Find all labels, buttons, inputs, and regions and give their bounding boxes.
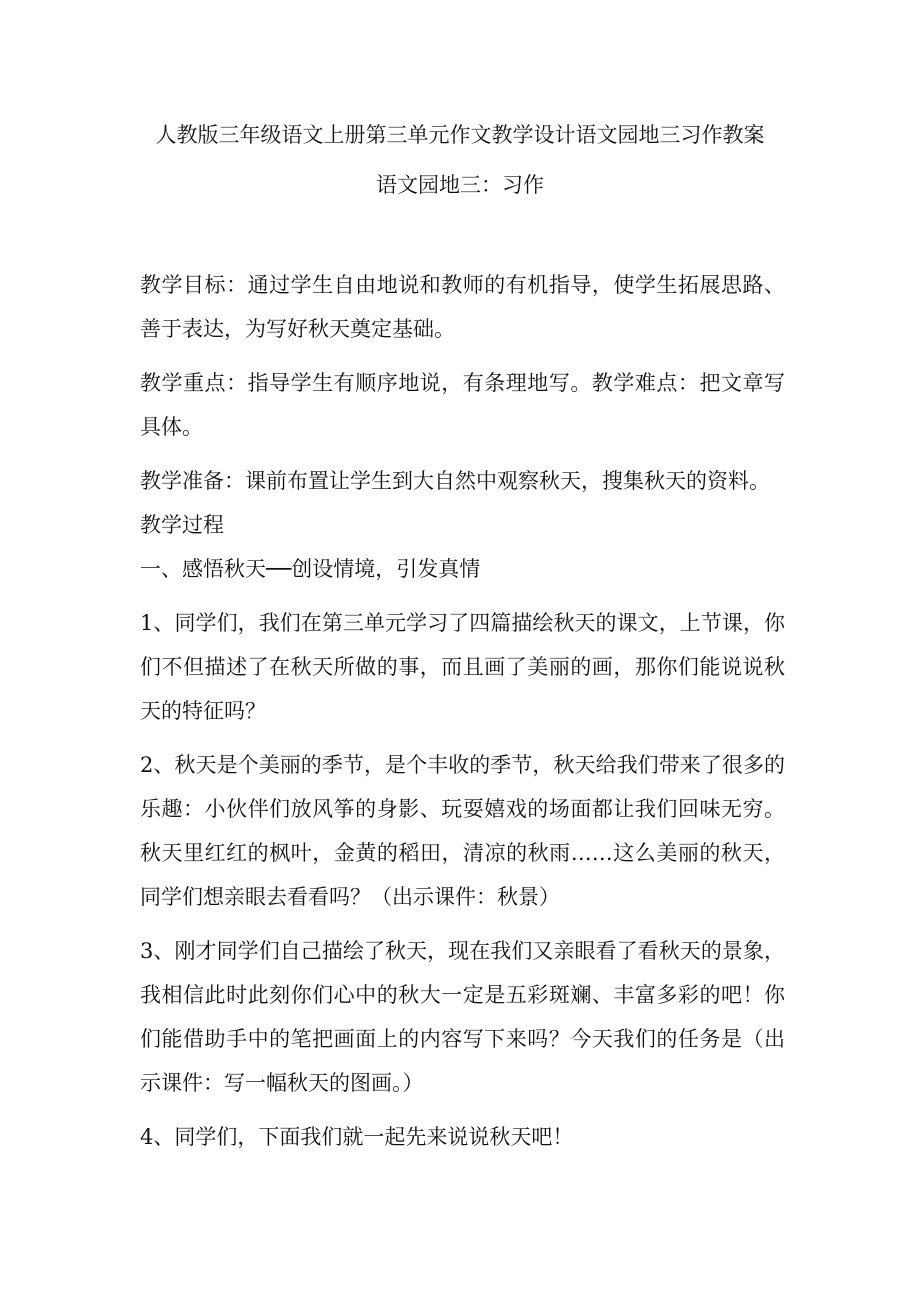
paragraph-step-3: 3、刚才同学们自己描绘了秋天，现在我们又亲眼看了看秋天的景象，我相信此时此刻你们心中的秋大一定是五彩斑斓、丰富多彩的吧！你们能借助手中的笔把画面上的内容写下来吗？今天我们的任务是（出示课件：写一幅秋天的图画。） [140, 939, 785, 1095]
paragraph-teaching-preparation: 教学准备：课前布置让学生到大自然中观察秋天，搜集秋天的资料。 [140, 469, 770, 493]
document-title: 人教版三年级语文上册第三单元作文教学设计语文园地三习作教案 [155, 123, 765, 147]
document-subtitle: 语文园地三：习作 [376, 173, 544, 197]
paragraph-teaching-focus: 教学重点：指导学生有顺序地说，有条理地写。教学难点：把文章写具体。 [140, 371, 785, 439]
paragraph-step-4: 4、同学们，下面我们就一起先来说说秋天吧！ [140, 1125, 574, 1149]
paragraph-step-2: 2、秋天是个美丽的季节，是个丰收的季节，秋天给我们带来了很多的乐趣：小伙伴们放风筝的身影、玩耍嬉戏的场面都让我们回味无穷。秋天里红红的枫叶，金黄的稻田，清凉的秋雨……这么美丽的秋天，同学们想亲眼去看看吗？（出示课件：秋景） [140, 753, 785, 909]
paragraph-teaching-process-heading: 教学过程 [140, 513, 224, 537]
paragraph-step-1: 1、同学们，我们在第三单元学习了四篇描绘秋天的课文，上节课，你们不但描述了在秋天所做的事，而且画了美丽的画，那你们能说说秋天的特征吗？ [140, 611, 785, 723]
document-body [140, 263, 785, 1169]
paragraph-teaching-goal: 教学目标：通过学生自由地说和教师的有机指导，使学生拓展思路、善于表达，为写好秋天奠定基础。 [140, 273, 785, 341]
paragraph-section-one-heading: 一、感悟秋天──创设情境，引发真情 [140, 557, 481, 581]
